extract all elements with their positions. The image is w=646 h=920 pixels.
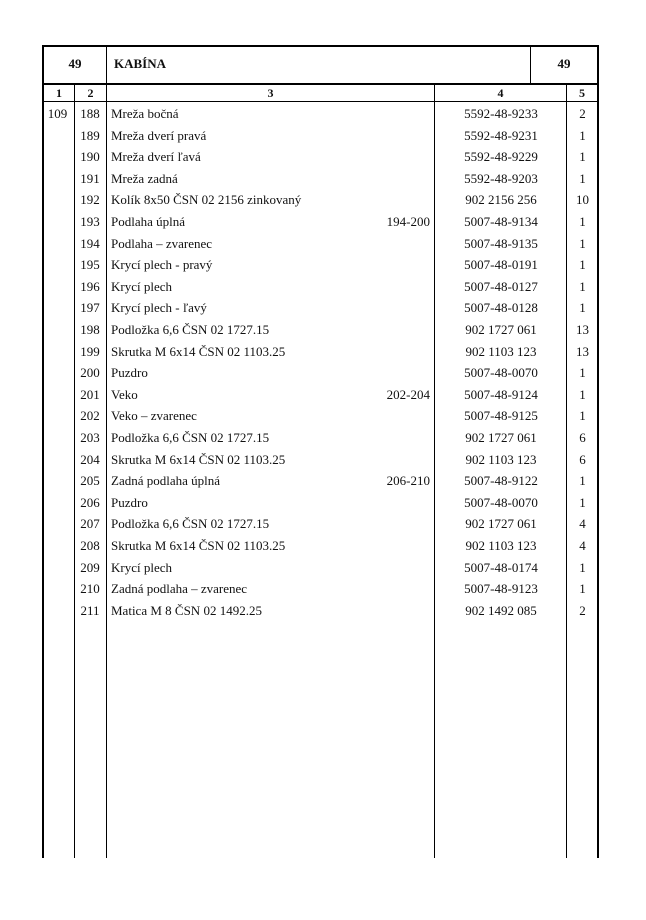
row-quantity: 1	[579, 235, 586, 251]
row-part-number: 902 1727 061	[465, 516, 537, 532]
row-part-number: 902 2156 256	[465, 192, 537, 208]
row-name: Podlaha – zvarenec	[111, 235, 213, 251]
row-quantity: 4	[579, 516, 586, 532]
row-name: Krycí plech - pravý	[111, 257, 213, 273]
table-row	[0, 408, 646, 430]
row-reference: 202-204	[386, 386, 430, 402]
row-quantity: 1	[579, 170, 586, 186]
row-name: Skrutka M 6x14 ČSN 02 1103.25	[111, 538, 286, 553]
row-name: Zadná podlaha – zvarenec	[111, 581, 248, 597]
frame-top-line	[42, 45, 599, 47]
row-quantity: 6	[579, 430, 586, 445]
row-position: 199	[80, 343, 100, 359]
table-row	[0, 106, 646, 128]
row-name: Krycí plech	[111, 278, 173, 294]
row-name: Mreža bočná	[111, 106, 179, 121]
row-part-number: 902 1727 061	[465, 430, 537, 445]
row-quantity: 1	[579, 127, 586, 143]
row-part-number: 5592-48-9203	[464, 170, 538, 186]
row-position: 204	[80, 451, 100, 467]
row-position: 197	[80, 300, 100, 316]
row-quantity: 1	[579, 408, 586, 424]
row-part-number: 902 1103 123	[465, 343, 537, 359]
row-name: Podložka 6,6 ČSN 02 1727.15	[111, 516, 270, 532]
row-part-number: 5007-48-9135	[464, 235, 538, 251]
row-position: 203	[80, 430, 100, 445]
header-title: KABÍNA	[114, 56, 167, 71]
row-quantity: 1	[579, 581, 586, 597]
table-row	[0, 365, 646, 387]
row-position: 192	[80, 192, 100, 208]
row-position: 205	[80, 473, 100, 489]
table-row	[0, 149, 646, 171]
row-part-number: 5007-48-9123	[464, 581, 538, 597]
row-part-number: 5007-48-9122	[464, 473, 538, 489]
row-part-number: 902 1492 085	[465, 602, 537, 618]
row-position: 194	[80, 235, 100, 251]
row-position: 208	[80, 538, 100, 553]
table-row	[0, 581, 646, 603]
column-header-1: 1	[56, 86, 62, 100]
row-name: Zadná podlaha úplná	[111, 473, 221, 489]
column-header-3: 3	[267, 86, 274, 100]
table-row	[0, 430, 646, 452]
row-quantity: 6	[579, 451, 586, 467]
table-row	[0, 128, 646, 150]
table-row	[0, 538, 646, 560]
row-position: 211	[80, 602, 100, 618]
table-row	[0, 452, 646, 474]
table-row	[0, 257, 646, 279]
row-quantity: 1	[579, 473, 586, 489]
row-part-number: 5007-48-0128	[464, 300, 538, 316]
row-name: Kolík 8x50 ČSN 02 2156 zinkovaný	[111, 192, 302, 208]
row-quantity: 1	[579, 149, 586, 165]
row-reference: 194-200	[386, 214, 430, 229]
row-name: Skrutka M 6x14 ČSN 02 1103.25	[111, 343, 286, 359]
row-quantity: 13	[576, 322, 589, 337]
row-part-number: 5007-48-0070	[464, 365, 538, 381]
row-part-number: 5007-48-0127	[464, 278, 538, 294]
row-part-number: 5007-48-9124	[464, 386, 538, 402]
row-quantity: 1	[579, 559, 586, 575]
row-part-number: 902 1727 061	[465, 322, 537, 337]
row-name: Mreža zadná	[111, 170, 178, 186]
row-position: 189	[80, 127, 100, 143]
column-header-2: 2	[87, 86, 94, 100]
row-name: Mreža dverí ľavá	[111, 149, 201, 165]
row-name: Skrutka M 6x14 ČSN 02 1103.25	[111, 451, 286, 467]
row-quantity: 1	[579, 386, 586, 402]
row-quantity: 1	[579, 257, 586, 273]
row-quantity: 13	[576, 343, 589, 359]
row-part-number: 5007-48-9134	[464, 214, 538, 229]
header-left-number: 49	[68, 56, 82, 71]
table-row	[0, 516, 646, 538]
column-header-4: 4	[497, 86, 504, 100]
row-part-number: 5592-48-9231	[464, 127, 538, 143]
row-name: Veko	[111, 386, 138, 402]
header-divider-left	[106, 45, 107, 83]
row-part-number: 5592-48-9233	[464, 106, 538, 121]
group-number: 109	[47, 106, 68, 121]
row-quantity: 1	[579, 365, 586, 381]
row-name: Podložka 6,6 ČSN 02 1727.15	[111, 430, 270, 445]
row-position: 201	[80, 386, 100, 402]
row-quantity: 1	[579, 278, 586, 294]
table-row	[0, 322, 646, 344]
row-position: 193	[80, 214, 100, 229]
table-row	[0, 192, 646, 214]
row-position: 195	[80, 257, 100, 273]
row-name: Podlaha úplná	[111, 214, 186, 229]
row-quantity: 10	[576, 192, 589, 208]
row-position: 206	[80, 494, 100, 510]
row-quantity: 2	[579, 602, 586, 618]
row-part-number: 5007-48-9125	[464, 408, 538, 424]
row-name: Veko – zvarenec	[111, 408, 197, 424]
row-name: Krycí plech	[111, 559, 173, 575]
table-row	[0, 171, 646, 193]
row-position: 190	[80, 149, 100, 165]
header-bottom-line	[42, 83, 599, 85]
row-position: 198	[80, 322, 100, 337]
row-reference: 206-210	[386, 473, 430, 489]
row-part-number: 5007-48-0174	[464, 559, 538, 575]
row-quantity: 1	[579, 494, 586, 510]
row-position: 196	[80, 278, 100, 294]
table-row	[0, 603, 646, 625]
row-quantity: 4	[579, 538, 586, 553]
row-part-number: 902 1103 123	[465, 538, 537, 553]
column-header-5: 5	[579, 86, 585, 100]
column-header-bottom-line	[42, 101, 599, 102]
row-position: 191	[80, 170, 100, 186]
row-position: 209	[80, 559, 100, 575]
row-part-number: 902 1103 123	[465, 451, 537, 467]
header-right-number: 49	[557, 56, 571, 71]
row-name: Puzdro	[111, 494, 148, 510]
row-name: Krycí plech - ľavý	[111, 300, 207, 316]
row-quantity: 1	[579, 214, 586, 229]
row-position: 200	[80, 365, 100, 381]
row-position: 202	[80, 408, 100, 424]
table-row	[0, 214, 646, 236]
row-position: 210	[80, 581, 100, 597]
table-row	[0, 387, 646, 409]
row-name: Puzdro	[111, 365, 148, 381]
row-quantity: 1	[579, 300, 586, 316]
row-name: Matica M 8 ČSN 02 1492.25	[111, 602, 262, 618]
table-row	[0, 473, 646, 495]
row-part-number: 5592-48-9229	[464, 149, 538, 165]
row-name: Mreža dverí pravá	[111, 127, 207, 143]
table-row	[0, 495, 646, 517]
row-position: 207	[80, 516, 100, 532]
table-row	[0, 236, 646, 258]
table-row	[0, 344, 646, 366]
row-position: 188	[80, 106, 100, 121]
table-row	[0, 300, 646, 322]
table-row	[0, 560, 646, 582]
row-quantity: 2	[579, 106, 586, 121]
row-part-number: 5007-48-0070	[464, 494, 538, 510]
table-row	[0, 279, 646, 301]
row-name: Podložka 6,6 ČSN 02 1727.15	[111, 322, 270, 337]
row-part-number: 5007-48-0191	[464, 257, 538, 273]
